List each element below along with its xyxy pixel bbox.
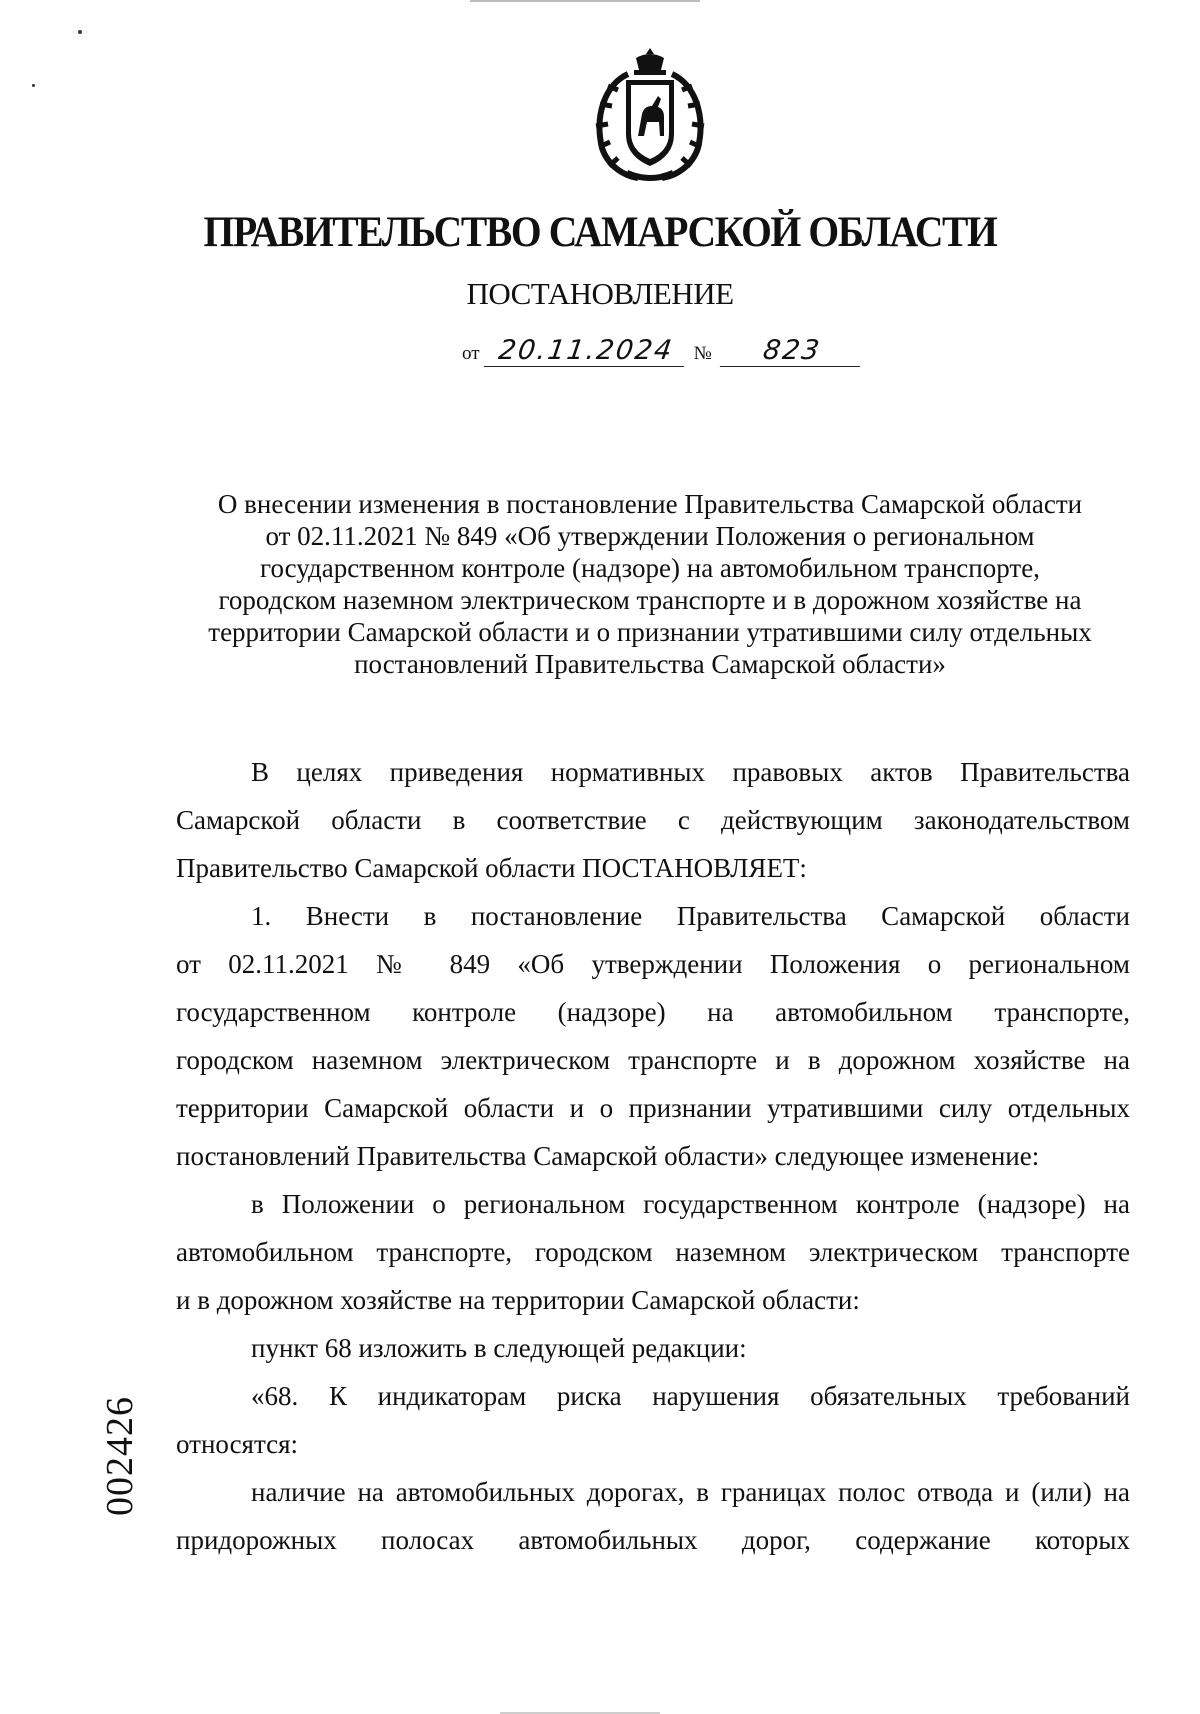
scan-speck (78, 30, 82, 34)
body-line: В целях приведения нормативных правовых актов Правительства (251, 757, 1130, 787)
body-line: территории Самарской области и о признании утратившими силу отдельных (176, 1093, 1130, 1123)
body-line: относятся: (176, 1429, 299, 1459)
serial-number: 002426 (99, 1396, 141, 1516)
body-line: от 02.11.2021 № 849 «Об утверждении Положения о региональном (176, 949, 1130, 979)
body-line: пункт 68 изложить в следующей редакции: (251, 1333, 747, 1363)
scan-speck (32, 84, 35, 87)
document-date-number-line (462, 336, 862, 367)
body-line: в Положении о региональном государственном контроле (надзоре) на (251, 1189, 1130, 1219)
body-line: «68. К индикаторам риска нарушения обязательных требований (251, 1381, 1130, 1411)
body-line: и в дорожном хозяйстве на территории Самарской области: (176, 1285, 860, 1315)
government-title: ПРАВИТЕЛЬСТВО САМАРСКОЙ ОБЛАСТИ (203, 209, 997, 256)
body-line: придорожных полосах автомобильных дорог, содержание которых (176, 1525, 1130, 1555)
subject-line: постановлений Правительства Самарской области» (354, 649, 946, 679)
body-line: наличие на автомобильных дорогах, в границах полос отвода и (или) на (251, 1477, 1130, 1507)
subject-line: государственном контроле (надзоре) на автомобильном транспорте, (260, 553, 1040, 583)
body-line: 1. Внести в постановление Правительства Самарской области (251, 901, 1130, 931)
document-type: ПОСТАНОВЛЕНИЕ (466, 276, 734, 311)
subject-line: городском наземном электрическом транспорте и в дорожном хозяйстве на (218, 585, 1082, 615)
document-number: 823 (720, 336, 864, 367)
coat-of-arms-emblem (588, 44, 712, 184)
body-line: автомобильном транспорте, городском наземном электрическом транспорте (176, 1237, 1130, 1267)
body-line: Самарской области в соответствие с действующим законодательством (176, 805, 1130, 835)
body-line: государственном контроле (надзоре) на автомобильном транспорте, (176, 997, 1130, 1027)
subject-line: территории Самарской области и о признании утратившими силу отдельных (208, 617, 1092, 647)
body-line: городском наземном электрическом транспорте и в дорожном хозяйстве на (176, 1045, 1130, 1075)
subject-line: О внесении изменения в постановление Правительства Самарской области (217, 489, 1083, 519)
body-line: постановлений Правительства Самарской области» следующее изменение: (176, 1141, 1040, 1171)
from-label: от (462, 343, 480, 364)
number-label: № (693, 343, 712, 364)
document-subject (180, 488, 1120, 680)
subject-line: от 02.11.2021 № 849 «Об утверждении Положения о региональном (265, 521, 1035, 551)
document-date: 20.11.2024 (483, 336, 687, 367)
document-body (176, 748, 1130, 1564)
body-line: Правительство Самарской области ПОСТАНОВЛЯЕТ: (176, 853, 807, 883)
scan-edge-top (470, 0, 700, 2)
